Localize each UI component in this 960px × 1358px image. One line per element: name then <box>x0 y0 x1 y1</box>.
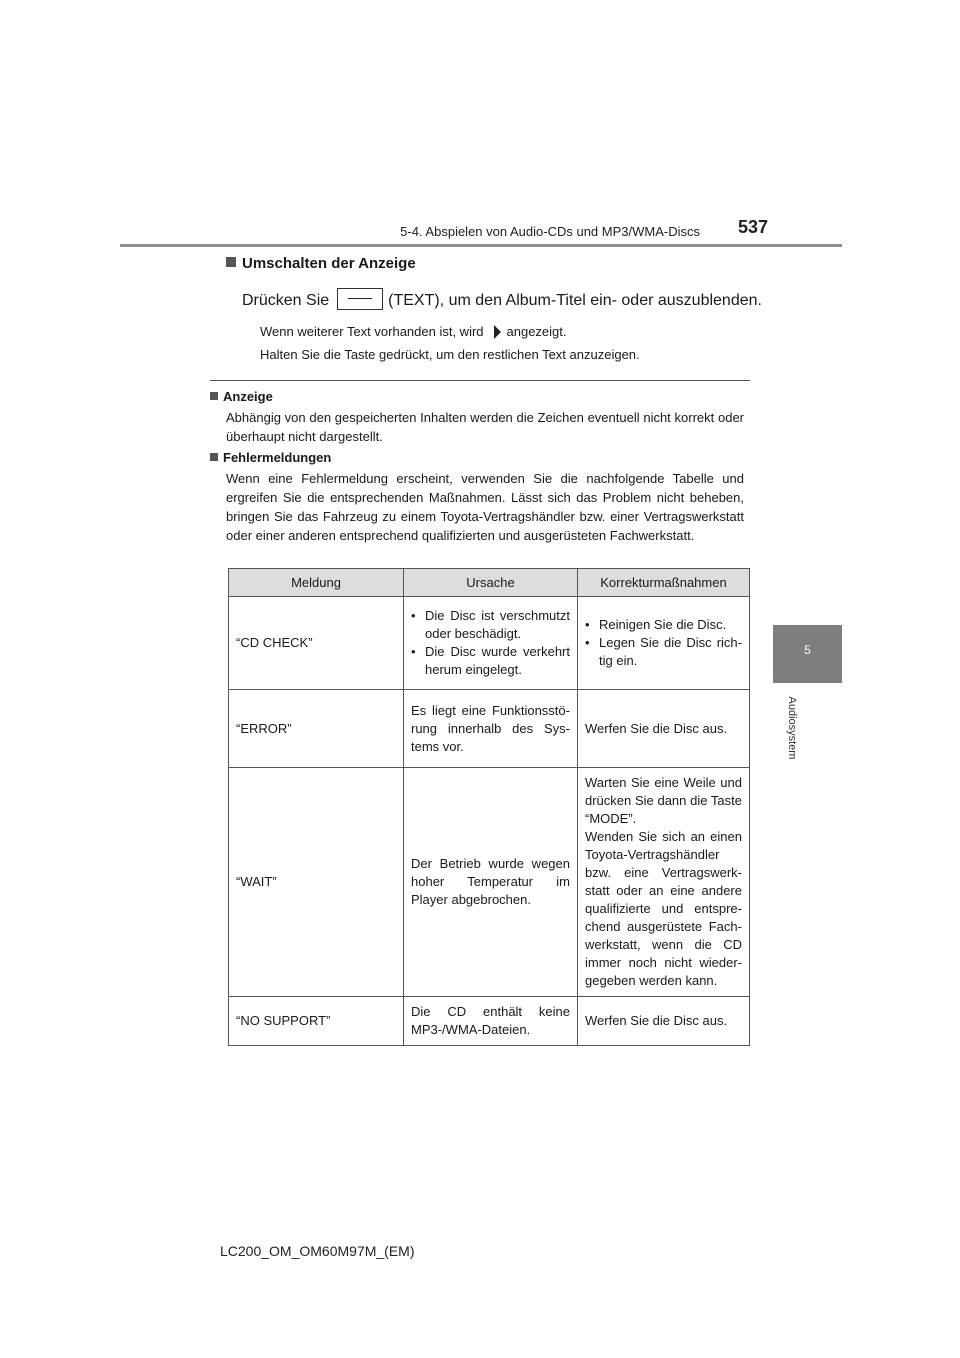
fehlermeldungen-heading <box>210 450 331 465</box>
anzeige-text: Abhängig von den gespeicherten Inhalten werden die Zeichen eventuell nicht korrekt oder überhaupt nicht dargestellt. <box>226 410 744 444</box>
hold-button-note: Halten Sie die Taste gedrückt, um den restlichen Text anzuzeigen. <box>260 347 640 362</box>
message-cell: “CD CHECK” <box>229 597 404 690</box>
cause-cell <box>404 597 578 690</box>
table-header-row <box>229 569 750 597</box>
action-cell: Werfen Sie die Disc aus. <box>578 690 750 768</box>
column-header-ursache: Ursache <box>404 569 578 597</box>
display-switch-heading <box>226 255 416 272</box>
bullet-item: • Reinigen Sie die Disc. <box>585 617 727 632</box>
action-text-2: Wenden Sie sich an einen Toyota-Vertragshändler bzw. eine Vertragswerkstatt oder an eine andere qualifizierte und entsprechend ausgerüstete Fachwerkstatt, wenn die CD immer noch nicht wiedergegeben werden kann. <box>585 829 742 988</box>
chapter-tab <box>773 625 842 683</box>
cause-cell: Der Betrieb wurde wegen hoher Temperatur im Player abgebrochen. <box>404 768 578 997</box>
table-row <box>229 997 750 1046</box>
document-code: LC200_OM_OM60M97M_(EM) <box>220 1243 415 1259</box>
action-text-1: Warten Sie eine Weile und drücken Sie dann die Taste “MODE”. <box>585 775 742 826</box>
cause-cell: Es liegt eine Funktionsstörung innerhalb des Systems vor. <box>404 690 578 768</box>
bullet-item: • Die Disc wurde verkehrt herum eingelegt. <box>411 644 570 677</box>
press-instruction <box>242 288 762 310</box>
bullet-item: • Legen Sie die Disc richtig ein. <box>585 635 742 668</box>
message-cell: “NO SUPPORT” <box>229 997 404 1046</box>
anzeige-heading <box>210 389 273 404</box>
message-cell: “ERROR” <box>229 690 404 768</box>
cause-cell: Die CD enthält keine MP3-/WMA-Dateien. <box>404 997 578 1046</box>
section-divider <box>210 380 750 381</box>
square-bullet-icon <box>226 257 236 267</box>
fehlermeldungen-text: Wenn eine Fehlermeldung erscheint, verwenden Sie die nachfolgende Tabelle und ergreifen Sie die entsprechenden Maßnahmen. Lässt sich das Problem nicht beheben, bringen Sie das Fahrzeug zu einem Toyota-Vertragshändler bzw. einer Vertragswerkstatt oder einer anderen entsprechend qualifizierten und ausgerüsteten Fachwerkstatt. <box>226 471 744 543</box>
arrow-right-icon <box>494 325 501 339</box>
more-text-note-before: Wenn weiterer Text vorhanden ist, wird <box>260 324 484 339</box>
section-title: 5-4. Abspielen von Audio-CDs und MP3/WMA-Discs <box>400 224 700 239</box>
fehlermeldungen-heading-text: Fehlermeldungen <box>223 450 332 465</box>
press-text-after: (TEXT), um den Album-Titel ein- oder auszublenden. <box>388 292 762 309</box>
more-text-note-after: angezeigt. <box>506 324 567 339</box>
text-button-icon <box>337 288 383 310</box>
table-row <box>229 768 750 997</box>
display-switch-heading-text: Umschalten der Anzeige <box>242 255 416 272</box>
page-number: 537 <box>738 217 769 237</box>
bullet-item: • Die Disc ist verschmutzt oder beschädigt. <box>411 608 570 641</box>
more-text-note <box>260 324 567 339</box>
chapter-number: 5 <box>804 643 811 657</box>
action-cell <box>578 768 750 997</box>
header-rule <box>120 244 842 247</box>
square-bullet-icon <box>210 453 218 461</box>
press-text-before: Drücken Sie <box>242 292 330 309</box>
chapter-label: Audiosystem <box>786 696 798 760</box>
square-bullet-icon <box>210 392 218 400</box>
column-header-meldung: Meldung <box>229 569 404 597</box>
table-row <box>229 597 750 690</box>
action-cell <box>578 597 750 690</box>
message-cell: “WAIT” <box>229 768 404 997</box>
error-message-table <box>228 568 750 1046</box>
table-row <box>229 690 750 768</box>
action-cell: Werfen Sie die Disc aus. <box>578 997 750 1046</box>
anzeige-heading-text: Anzeige <box>223 389 273 404</box>
column-header-korrektur: Korrekturmaßnahmen <box>578 569 750 597</box>
